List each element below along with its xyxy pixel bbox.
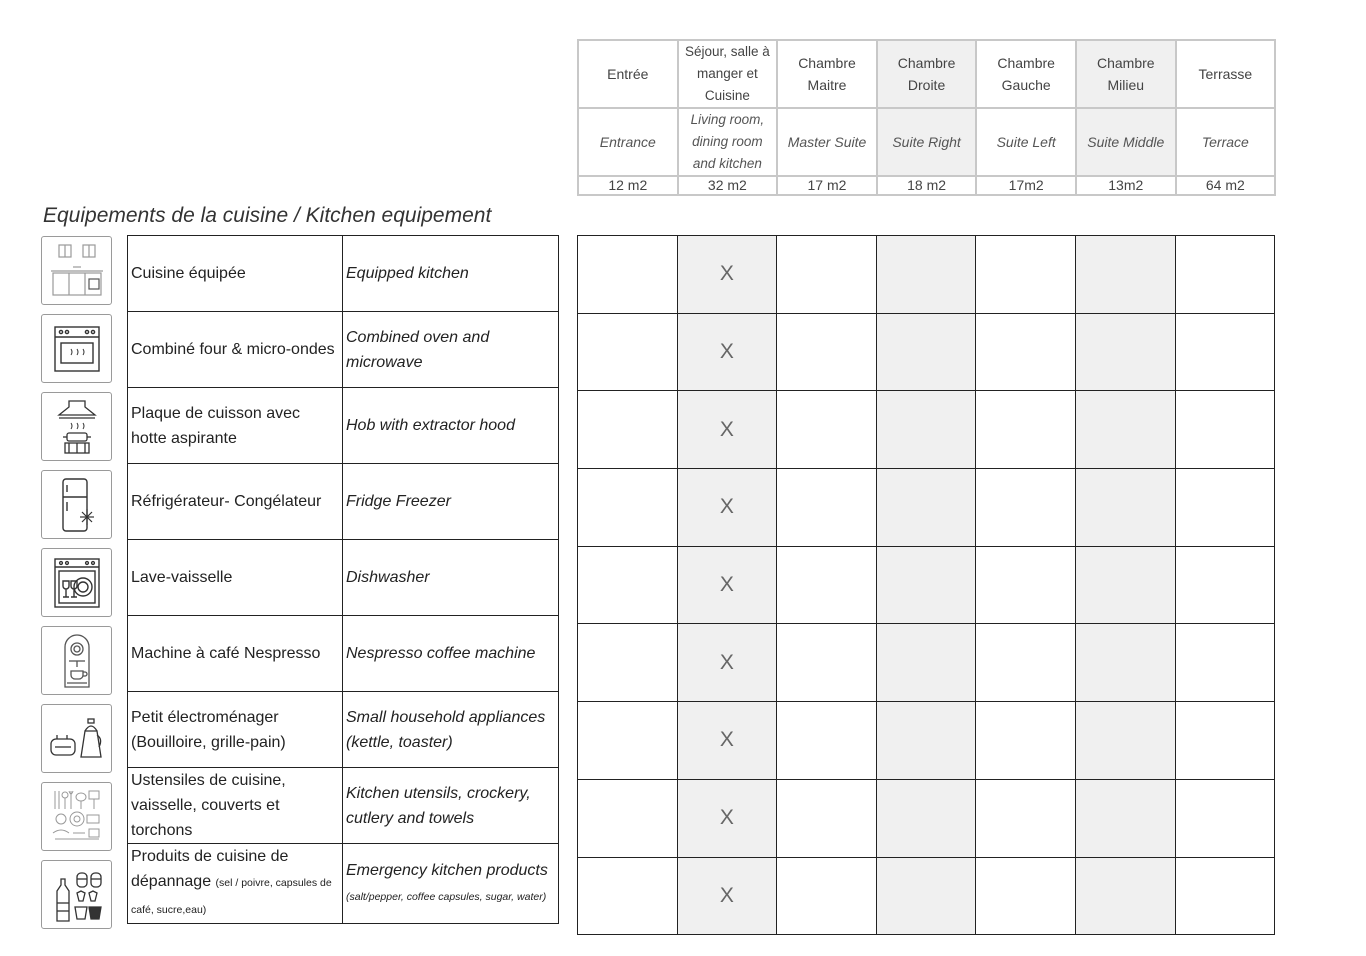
toaster-kettle-icon [41, 704, 112, 773]
rooms-size-row [578, 176, 1275, 195]
grid-cell [578, 236, 678, 314]
room-fr-entree: Entrée [578, 40, 678, 108]
room-size-terrasse: 64 m2 [1176, 176, 1276, 195]
grid-cell [578, 313, 678, 391]
grid-row [578, 469, 1275, 547]
grid-cell [677, 546, 777, 624]
grid-cell [876, 391, 976, 469]
list-item [128, 388, 559, 464]
grid-cell [777, 546, 877, 624]
fridge-icon [41, 470, 112, 539]
list-item [128, 464, 559, 540]
grid-cell [876, 236, 976, 314]
room-size-milieu: 13m2 [1076, 176, 1176, 195]
grid-cell [1175, 236, 1275, 314]
grid-cell [1175, 779, 1275, 857]
item-en-label: Hob with extractor hood [343, 388, 559, 464]
grid-cell [578, 624, 678, 702]
grid-cell [976, 546, 1076, 624]
grid-cell [677, 779, 777, 857]
item-en-label: Equipped kitchen [343, 236, 559, 312]
item-fr-label: Réfrigérateur- Congélateur [128, 464, 343, 540]
grid-cell [677, 391, 777, 469]
availability-mark: X [719, 573, 734, 597]
item-fr-label: Produits de cuisine de dépannage [131, 848, 289, 890]
list-item [128, 312, 559, 388]
grid-cell [876, 546, 976, 624]
availability-mark: X [719, 650, 734, 674]
grid-row [578, 624, 1275, 702]
item-fr-label: Cuisine équipée [128, 236, 343, 312]
availability-mark: X [719, 883, 734, 907]
item-en-label: Dishwasher [343, 540, 559, 616]
grid-cell [777, 236, 877, 314]
room-size-sejour: 32 m2 [678, 176, 778, 195]
room-size-droite: 18 m2 [877, 176, 977, 195]
grid-cell [1075, 313, 1175, 391]
item-fr-label: Petit électroménager (Bouilloire, grille-pain) [128, 692, 343, 768]
grid-cell [1175, 313, 1275, 391]
list-item [128, 692, 559, 768]
room-en-suite-right: Suite Right [877, 108, 977, 176]
dishwasher-icon [41, 548, 112, 617]
grid-row [578, 779, 1275, 857]
grid-cell [1175, 702, 1275, 780]
grid-cell [578, 546, 678, 624]
grid-cell [777, 702, 877, 780]
grid-cell [976, 779, 1076, 857]
grid-cell [876, 624, 976, 702]
room-size-entree: 12 m2 [578, 176, 678, 195]
grid-cell [677, 236, 777, 314]
grid-cell [876, 313, 976, 391]
grid-cell [1175, 857, 1275, 935]
grid-cell [1175, 546, 1275, 624]
grid-cell [777, 391, 877, 469]
grid-cell [777, 857, 877, 935]
room-en-suite-middle: Suite Middle [1076, 108, 1176, 176]
grid-cell [578, 779, 678, 857]
grid-cell [1075, 857, 1175, 935]
room-size-maitre: 17 m2 [777, 176, 877, 195]
grid-cell [876, 857, 976, 935]
grid-cell [578, 857, 678, 935]
availability-mark: X [719, 262, 734, 286]
grid-cell [1075, 702, 1175, 780]
grid-cell [876, 702, 976, 780]
item-fr-label: Machine à café Nespresso [128, 616, 343, 692]
room-fr-chambre-gauche: Chambre Gauche [976, 40, 1076, 108]
item-en-label: Small household appliances (kettle, toaster) [343, 692, 559, 768]
room-size-gauche: 17m2 [976, 176, 1076, 195]
grid-cell [578, 702, 678, 780]
hob-hood-icon [41, 392, 112, 461]
pantry-products-icon [41, 860, 112, 929]
grid-cell [976, 624, 1076, 702]
grid-cell [677, 624, 777, 702]
grid-cell [976, 857, 1076, 935]
section-title: Equipements de la cuisine / Kitchen equipement [43, 204, 492, 227]
room-fr-chambre-maitre: Chambre Maitre [777, 40, 877, 108]
grid-cell [1175, 469, 1275, 547]
grid-cell [1075, 391, 1175, 469]
room-fr-terrasse: Terrasse [1176, 40, 1276, 108]
list-item [128, 844, 559, 924]
grid-cell [578, 391, 678, 469]
utensils-icon [41, 782, 112, 851]
grid-cell [976, 313, 1076, 391]
grid-cell [777, 624, 877, 702]
grid-cell [677, 469, 777, 547]
list-item [128, 540, 559, 616]
grid-cell [677, 857, 777, 935]
grid-cell [976, 391, 1076, 469]
grid-row [578, 857, 1275, 935]
oven-icon [41, 314, 112, 383]
coffee-machine-icon [41, 626, 112, 695]
grid-cell [777, 779, 877, 857]
room-en-living: Living room, dining room and kitchen [678, 108, 778, 176]
grid-cell [876, 469, 976, 547]
grid-row [578, 391, 1275, 469]
equipment-list-table [127, 235, 559, 924]
kitchen-icon [41, 236, 112, 305]
item-en-cell [343, 844, 559, 924]
grid-cell [876, 779, 976, 857]
item-fr-label: Lave-vaisselle [128, 540, 343, 616]
grid-cell [1075, 546, 1175, 624]
list-item [128, 236, 559, 312]
grid-cell [1075, 469, 1175, 547]
item-en-label: Kitchen utensils, crockery, cutlery and towels [343, 768, 559, 844]
grid-cell [976, 469, 1076, 547]
grid-cell [777, 313, 877, 391]
list-item [128, 768, 559, 844]
item-en-label: Emergency kitchen products [346, 861, 548, 879]
item-fr-label: Plaque de cuisson avec hotte aspirante [128, 388, 343, 464]
room-fr-chambre-droite: Chambre Droite [877, 40, 977, 108]
room-en-suite-left: Suite Left [976, 108, 1076, 176]
availability-grid [577, 235, 1275, 935]
rooms-en-row [578, 108, 1275, 176]
item-en-label: Fridge Freezer [343, 464, 559, 540]
grid-row [578, 313, 1275, 391]
grid-cell [976, 702, 1076, 780]
room-en-terrace: Terrace [1176, 108, 1276, 176]
grid-cell [777, 469, 877, 547]
list-item [128, 616, 559, 692]
grid-cell [1175, 624, 1275, 702]
availability-mark: X [719, 340, 734, 364]
grid-cell [677, 702, 777, 780]
grid-cell [578, 469, 678, 547]
item-en-label: Nespresso coffee machine [343, 616, 559, 692]
item-fr-label: Combiné four & micro-ondes [128, 312, 343, 388]
rooms-header-table [577, 39, 1276, 196]
availability-mark: X [719, 417, 734, 441]
grid-cell [1075, 236, 1175, 314]
grid-cell [677, 313, 777, 391]
grid-cell [1075, 624, 1175, 702]
availability-mark: X [719, 728, 734, 752]
room-en-entrance: Entrance [578, 108, 678, 176]
grid-cell [1075, 779, 1175, 857]
item-fr-cell [128, 844, 343, 924]
item-fr-note: (sel / poivre, capsules de café, sucre,eau) [131, 877, 332, 916]
grid-row [578, 702, 1275, 780]
room-en-master-suite: Master Suite [777, 108, 877, 176]
availability-mark: X [719, 806, 734, 830]
grid-cell [976, 236, 1076, 314]
item-fr-label: Ustensiles de cuisine, vaisselle, couverts et torchons [128, 768, 343, 844]
grid-row [578, 546, 1275, 624]
availability-mark: X [719, 495, 734, 519]
rooms-fr-row [578, 40, 1275, 108]
grid-cell [1175, 391, 1275, 469]
room-fr-sejour: Séjour, salle à manger et Cuisine [678, 40, 778, 108]
grid-row [578, 236, 1275, 314]
room-fr-chambre-milieu: Chambre Milieu [1076, 40, 1176, 108]
item-en-label: Combined oven and microwave [343, 312, 559, 388]
item-en-note: (salt/pepper, coffee capsules, sugar, water) [346, 890, 547, 903]
